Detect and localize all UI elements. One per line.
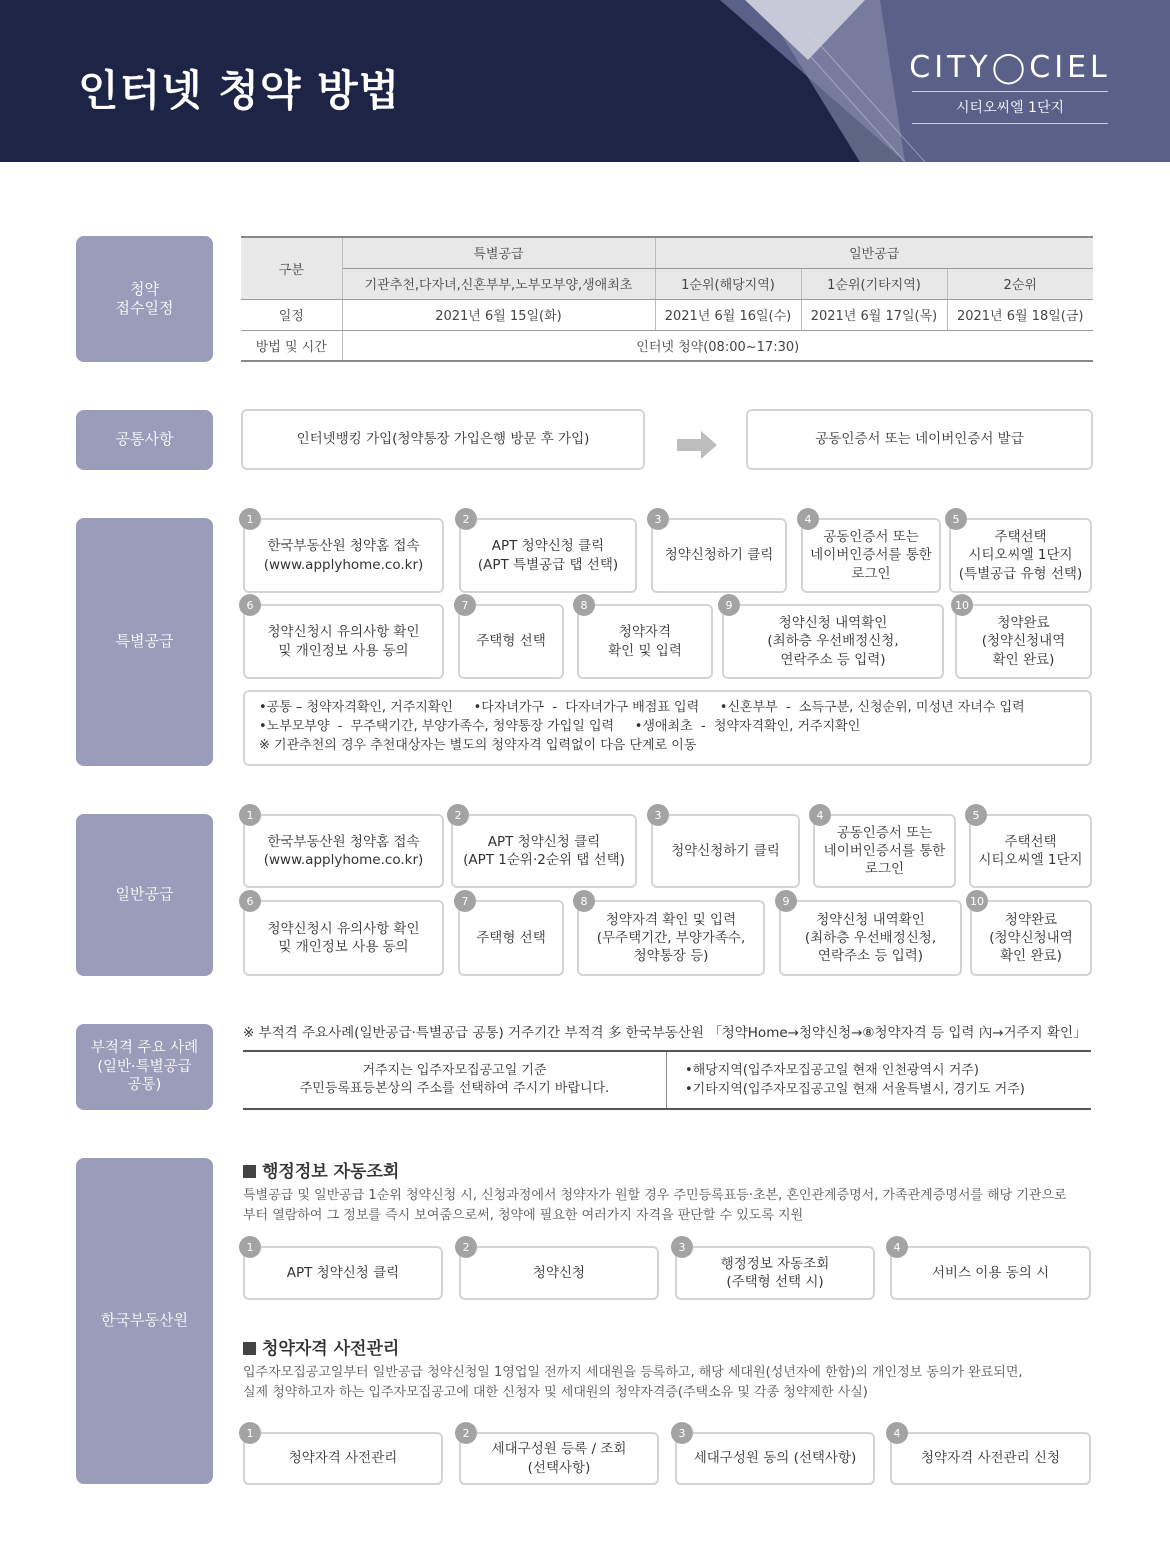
special-step-8: 청약자격 확인 및 입력	[577, 604, 713, 679]
step-number-badge: 3	[647, 508, 669, 530]
table-date-g1: 2021년 6월 16일(수)	[655, 299, 801, 330]
common-step-2: 공동인증서 또는 네이버인증서 발급	[746, 409, 1093, 470]
step-number-badge: 2	[447, 804, 469, 826]
arrow-right-icon	[675, 430, 719, 460]
label-reb: 한국부동산원	[76, 1158, 213, 1484]
step-number-badge: 10	[951, 594, 973, 616]
schedule-table	[241, 236, 1093, 362]
admin-step-1: APT 청약신청 클릭	[243, 1246, 443, 1300]
step-number-badge: 5	[965, 804, 987, 826]
general-step-5: 주택선택 시티오씨엘 1단지	[969, 814, 1092, 888]
label-general: 일반공급	[76, 814, 213, 976]
special-notes	[243, 690, 1092, 766]
general-step-2: APT 청약신청 클릭 (APT 1순위·2순위 탭 선택)	[451, 814, 637, 888]
step-number-badge: 4	[809, 804, 831, 826]
special-step-9: 청약신청 내역확인 (최하층 우선배정신청, 연락주소 등 입력)	[722, 604, 944, 679]
general-step-1: 한국부동산원 청약홈 접속 (www.applyhome.co.kr)	[243, 814, 444, 888]
premgmt-heading: 청약자격 사전관리	[243, 1334, 399, 1359]
table-date-special: 2021년 6월 15일(화)	[342, 299, 655, 330]
city-ciel-logo	[900, 50, 1120, 124]
general-step-6: 청약신청시 유의사항 확인 및 개인정보 사용 동의	[243, 900, 444, 976]
table-date-g3: 2021년 6월 18일(금)	[947, 299, 1093, 330]
disqualify-right	[667, 1052, 1043, 1108]
special-step-2: APT 청약신청 클릭 (APT 특별공급 탭 선택)	[459, 518, 637, 593]
disqualify-table	[243, 1050, 1091, 1110]
step-number-badge: 8	[573, 594, 595, 616]
general-step-10: 청약완료 (청약신청내역 확인 완료)	[970, 900, 1092, 976]
special-step-4: 공동인증서 또는 네이버인증서를 통한 로그인	[801, 518, 941, 593]
logo-subtitle: 시티오씨엘 1단지	[955, 100, 1065, 116]
disqualify-title: ※ 부적격 주요사례(일반공급·특별공급 공통) 거주기간 부적격 多 한국부동산원 「청약Home→청약신청→⑧청약자격 등 입력 內→거주지 확인」	[243, 1025, 1087, 1041]
special-note-2: •노부모부양 - 무주택기간, 부양가족수, 청약통장 가입일 입력 •생애최초 - 청약자격확인, 거주지확인	[259, 718, 861, 734]
disqualify-right-1: •해당지역(입주자모집공고일 현재 인천광역시 거주)	[685, 1063, 979, 1078]
premgmt-step-1: 청약자격 사전관리	[243, 1432, 443, 1485]
table-row-method-label: 방법 및 시간	[241, 330, 342, 361]
table-method-value: 인터넷 청약(08:00~17:30)	[342, 330, 1093, 361]
label-special: 특별공급	[76, 518, 213, 766]
step-number-badge: 1	[239, 1236, 261, 1258]
step-number-badge: 4	[797, 508, 819, 530]
step-number-badge: 5	[945, 508, 967, 530]
admin-description: 특별공급 및 일반공급 1순위 청약신청 시, 신청과정에서 청약자가 원할 경우 주민등록표등·초본, 혼인관계증명서, 가족관계증명서를 해당 기관으로 부터 열람하여 그 정보를 즉시 보여줌으로써, 청약에 필요한 여러가지 자격을 판단할 수 있도록 지원	[243, 1188, 1067, 1224]
logo-wordmark: CITY◯CIEL	[909, 50, 1111, 85]
special-step-5: 주택선택 시티오씨엘 1단지 (특별공급 유형 선택)	[949, 518, 1092, 593]
step-number-badge: 6	[239, 890, 261, 912]
table-header-special: 특별공급	[342, 237, 655, 268]
special-note-3: ※ 기관추천의 경우 추천대상자는 별도의 청약자격 입력없이 다음 단계로 이동	[259, 737, 697, 753]
disqualify-left: 거주지는 입주자모집공고일 기준 주민등록표등본상의 주소를 선택하여 주시기 바랍니다.	[243, 1052, 667, 1108]
general-step-7: 주택형 선택	[458, 900, 564, 976]
step-number-badge: 10	[966, 890, 988, 912]
special-step-10: 청약완료 (청약신청내역 확인 완료)	[955, 604, 1092, 679]
special-step-7: 주택형 선택	[458, 604, 564, 679]
step-number-badge: 1	[239, 1422, 261, 1444]
label-schedule: 청약 접수일정	[76, 236, 213, 362]
admin-step-3: 행정정보 자동조회 (주택형 선택 시)	[675, 1246, 875, 1300]
table-header-general: 일반공급	[655, 237, 1093, 268]
special-note-1: •공통 – 청약자격확인, 거주지확인 •다자녀가구 - 다자녀가구 배점표 입력 •신혼부부 - 소득구분, 신청순위, 미성년 자녀수 입력	[259, 700, 1025, 715]
table-row-date-label: 일정	[241, 299, 342, 330]
special-step-6: 청약신청시 유의사항 확인 및 개인정보 사용 동의	[243, 604, 444, 679]
special-step-3: 청약신청하기 클릭	[651, 518, 787, 593]
general-step-4: 공동인증서 또는 네이버인증서를 통한 로그인	[813, 814, 956, 888]
table-sub-g3: 2순위	[947, 268, 1093, 299]
label-disqualify: 부적격 주요 사례 (일반·특별공급 공통)	[76, 1024, 213, 1110]
header-banner	[0, 0, 1170, 162]
general-step-8: 청약자격 확인 및 입력 (무주택기간, 부양가족수, 청약통장 등)	[577, 900, 765, 976]
premgmt-step-4: 청약자격 사전관리 신청	[890, 1432, 1091, 1485]
common-step-1: 인터넷뱅킹 가입(청약통장 가입은행 방문 후 가입)	[241, 409, 645, 470]
step-number-badge: 3	[671, 1422, 693, 1444]
table-header-category: 구분	[241, 237, 342, 299]
table-sub-g2: 1순위(기타지역)	[801, 268, 947, 299]
step-number-badge: 2	[455, 1422, 477, 1444]
step-number-badge: 2	[455, 1236, 477, 1258]
step-number-badge: 6	[239, 594, 261, 616]
label-common: 공통사항	[76, 410, 213, 470]
step-number-badge: 7	[454, 890, 476, 912]
admin-step-4: 서비스 이용 동의 시	[890, 1246, 1091, 1300]
premgmt-description: 입주자모집공고일부터 일반공급 청약신청일 1영업일 전까지 세대원을 등록하고, 해당 세대원(성년자에 한함)의 개인정보 동의가 완료되면, 실제 청약하고자 하는 입주자모집공고에 대한 신청자 및 세대원의 청약자격증(주택소유 및 각종 청약제한 사실)	[243, 1365, 1023, 1401]
square-bullet-icon	[243, 1165, 256, 1178]
table-sub-special: 기관추천,다자녀,신혼부부,노부모부양,생애최초	[342, 268, 655, 299]
step-number-badge: 9	[718, 594, 740, 616]
disqualify-right-2: •기타지역(입주자모집공고일 현재 서울특별시, 경기도 거주)	[685, 1081, 1025, 1097]
step-number-badge: 2	[455, 508, 477, 530]
table-sub-g1: 1순위(해당지역)	[655, 268, 801, 299]
step-number-badge: 7	[454, 594, 476, 616]
step-number-badge: 1	[239, 804, 261, 826]
premgmt-step-3: 세대구성원 동의 (선택사항)	[675, 1432, 875, 1485]
admin-step-2: 청약신청	[459, 1246, 659, 1300]
special-step-1: 한국부동산원 청약홈 접속 (www.applyhome.co.kr)	[243, 518, 444, 593]
admin-heading: 행정정보 자동조회	[243, 1157, 399, 1182]
step-number-badge: 3	[671, 1236, 693, 1258]
general-step-9: 청약신청 내역확인 (최하층 우선배정신청, 연락주소 등 입력)	[779, 900, 962, 976]
step-number-badge: 4	[886, 1236, 908, 1258]
square-bullet-icon	[243, 1342, 256, 1355]
step-number-badge: 9	[775, 890, 797, 912]
step-number-badge: 1	[239, 508, 261, 530]
table-date-g2: 2021년 6월 17일(목)	[801, 299, 947, 330]
general-step-3: 청약신청하기 클릭	[651, 814, 800, 888]
step-number-badge: 4	[886, 1422, 908, 1444]
premgmt-step-2: 세대구성원 등록 / 조회 (선택사항)	[459, 1432, 659, 1485]
step-number-badge: 3	[647, 804, 669, 826]
page-title: 인터넷 청약 방법	[78, 66, 401, 115]
step-number-badge: 8	[573, 890, 595, 912]
